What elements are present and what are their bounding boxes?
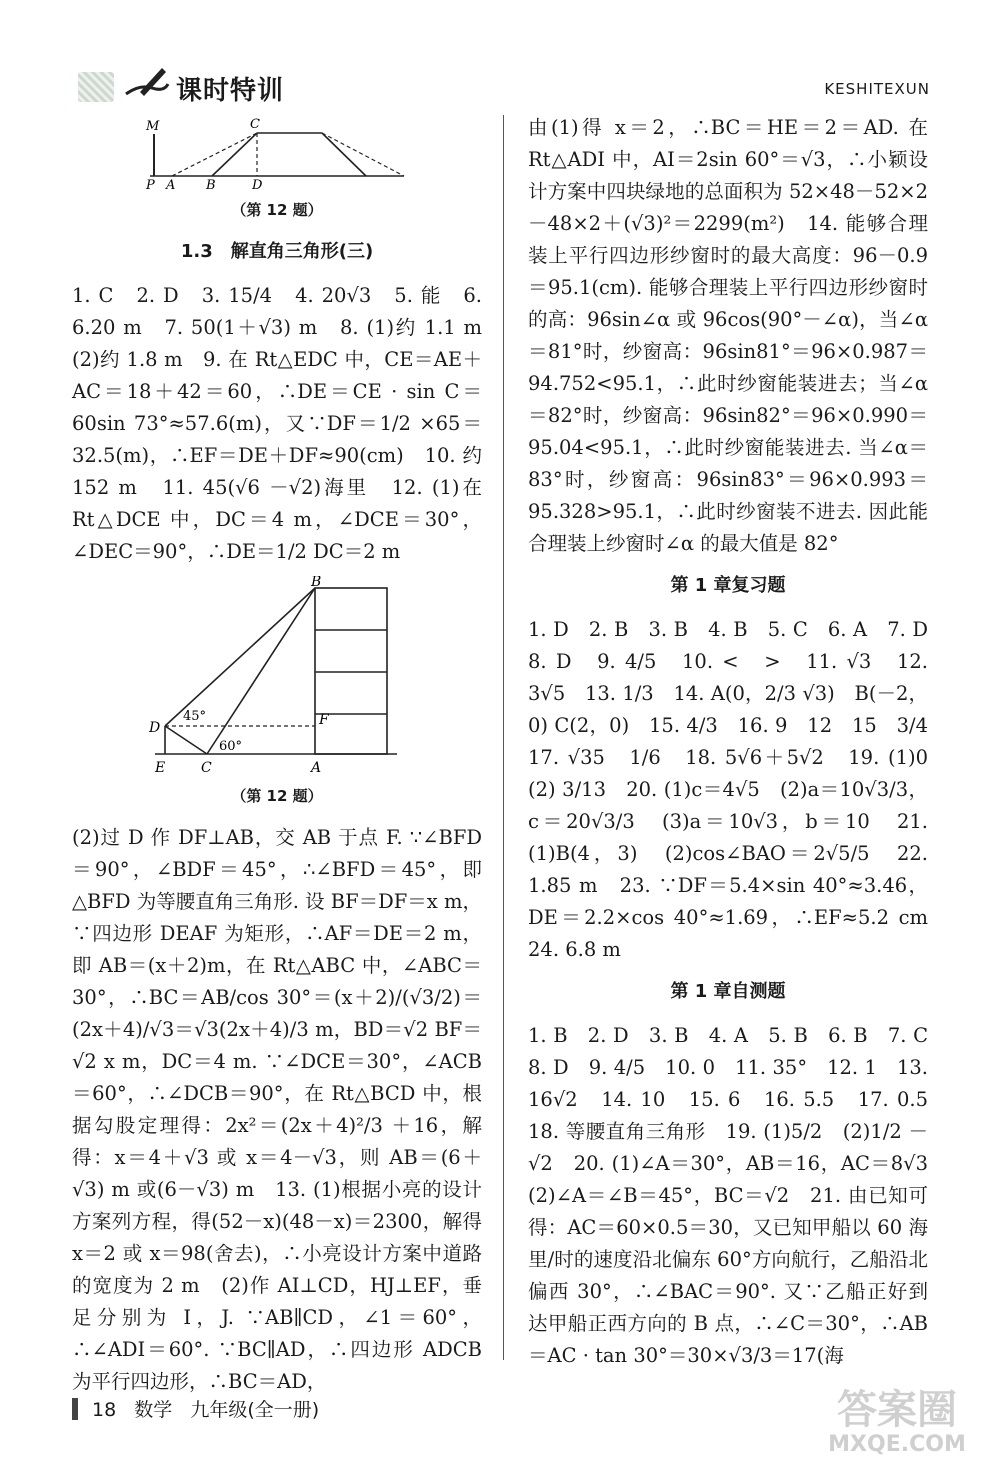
answers-paragraph: 1. B 2. D 3. B 4. A 5. B 6. B 7. C 8. D 9. 4/5 10. 0 11. 35° 12. 1 13. 16√2 14. 10 15. 6 16. 5.5 17. 0.5 18. 等腰直角三角形 19. (1)5/2 (2)1/2 －√2 20. (1)∠A＝30°，AB＝16，AC＝8√3 (2)∠A＝∠B＝45°，BC＝√2 21. 由已知可得：AC＝60×0.5＝30，又已知甲船以 60 海里/时的速度沿北偏东 60°方向航行，乙船沿北偏西 30°，∴∠BAC＝90°. 又∵乙船正好到达甲船正西方向的 B 点，∴∠C＝30°，∴AB＝AC · tan 30°＝30×√3/3＝17(海 xyxy=(528,1024,948,1367)
fig2-angle-60: 60° xyxy=(219,739,243,754)
fig2-label-a: A xyxy=(311,760,322,776)
watermark xyxy=(822,1388,972,1463)
fig2-label-b: B xyxy=(311,576,322,590)
page-footer xyxy=(72,1395,331,1425)
figure-12a xyxy=(142,112,412,190)
answers-paragraph: (2)过 D 作 DF⊥AB，交 AB 于点 F. ∵∠BFD＝90°，∠BDF＝45°，∴∠BFD＝45°，即△BFD 为等腰直角三角形. 设 BF＝DF＝x m，∵四边形 DEAF 为矩形，∴AF＝DE＝2 m，即 AB＝(x＋2)m，在 Rt△ABC 中，∠ABC＝30°，∴BC＝AB/cos 30°＝(x＋2)/(√3/2)＝(2x＋4)/√3＝√3(2x＋4)/3 m，BD＝√2 BF＝√2 x m，DC＝4 m. ∵∠DCE＝30°，∠ACB＝60°，∴∠DCB＝90°，在 Rt△BCD 中，根据勾股定理得：2x²＝(2x＋4)²/3 ＋16，解得：x＝4＋√3 或 x＝4－√3，则 AB＝(6＋√3) m 或(6－√3) m 13. (1)根据小亮的设计方案列方程，得(52－x)(48－x)＝2300，解得 x＝2 或 x＝98(舍去)，∴小亮设计方案中道路的宽度为 2 m (2)作 AI⊥CD，HJ⊥EF，垂足分别为 I，J. ∵AB∥CD，∠1＝60°，∴∠ADI＝60°. ∵BC∥AD，∴四边形 ADCB 为平行四边形，∴BC＝AD， xyxy=(72,826,482,1393)
watermark-title: 答案圈 xyxy=(837,1387,957,1433)
logo-graphic xyxy=(78,72,114,102)
series-name: KESHITEXUN xyxy=(824,80,930,98)
section-title: 第 1 章自测题 xyxy=(670,981,786,1002)
fig1-label-p: P xyxy=(146,178,155,190)
left-column xyxy=(72,112,482,1398)
answers-paragraph: 1. D 2. B 3. B 4. B 5. C 6. A 7. D 8. D 9. 4/5 10. < > 11. √3 12. 3√5 13. 1/3 14. A(0，2/3 √3) B(－2，0) C(2，0) 15. 4/3 16. 9 12 15 3/4 17. √35 1/6 18. 5√6＋5√2 19. (1)0 (2) 3/13 20. (1)c＝4√5 (2)a＝10√3/3，c＝20√3/3 (3)a＝10√3，b＝10 21. (1)B(4，3) (2)cos∠BAO＝2√5/5 22. 1.85 m 23. ∵DF＝5.4×sin 40°≈3.46，DE＝2.2×cos 40°≈1.69，∴EF≈5.2 cm 24. 6.8 m xyxy=(528,618,948,961)
watermark-url: MXQE.COM xyxy=(828,1432,966,1457)
page-number: 18 xyxy=(92,1399,117,1421)
fig1-label-d: D xyxy=(252,178,263,190)
fig2-label-d: D xyxy=(149,720,161,736)
figure-12b xyxy=(147,576,407,776)
page-header xyxy=(0,0,1000,115)
fig2-angle-45: 45° xyxy=(183,709,207,724)
fig1-label-c: C xyxy=(250,117,260,132)
footer-marker xyxy=(72,1398,78,1420)
answers-paragraph: 由(1)得 x＝2，∴BC＝HE＝2＝AD. 在 Rt△ADI 中，AI＝2sin 60°＝√3，∴小颖设计方案中四块绿地的总面积为 52×48－52×2－48×2＋(√3)²＝2299(m²) 14. 能够合理装上平行四边形纱窗时的最大高度：96－0.9＝95.1(cm). 能够合理装上平行四边形纱窗时的高：96sin∠α 或 96cos(90°－∠α)，当∠α＝81°时，纱窗高：96sin81°＝96×0.987＝94.752<95.1，∴此时纱窗能装进去；当∠α＝82°时，纱窗高：96sin82°＝96×0.990＝95.04<95.1，∴此时纱窗能装进去. 当∠α＝83°时，纱窗高：96sin83°＝96×0.993＝95.328>95.1，∴此时纱窗装不进去. 因此能合理装上纱窗时∠α 的最大值是 82° xyxy=(528,116,928,555)
figure-caption: （第 12 题） xyxy=(231,787,323,805)
answers-paragraph: 1. C 2. D 3. 15/4 4. 20√3 5. 能 6. 6.20 m 7. 50(1＋√3) m 8. (1)约 1.1 m (2)约 1.8 m 9. 在 Rt△EDC 中，CE＝AE＋AC＝18＋42＝60，∴DE＝CE · sin C＝60sin 73°≈57.6(m)，又∵DF＝1/2 ×65＝32.5(m)，∴EF＝DE＋DF≈90(cm) 10. 约 152 m 11. 45(√6 －√2)海里 12. (1)在 Rt△DCE 中，DC＝4 m，∠DCE＝30°，∠DEC＝90°，∴DE＝1/2 DC＝2 m xyxy=(72,284,482,563)
fig2-label-f: F xyxy=(319,712,329,728)
fig1-label-a: A xyxy=(166,178,176,190)
section-title: 第 1 章复习题 xyxy=(670,575,786,596)
pen-icon xyxy=(122,64,172,104)
right-column xyxy=(528,112,948,1372)
subject-label: 数学 xyxy=(134,1399,173,1421)
fig2-label-e: E xyxy=(155,760,166,776)
fig2-label-c: C xyxy=(201,760,212,776)
figure-caption: （第 12 题） xyxy=(231,201,323,219)
section-title: 1.3 解直角三角形(三) xyxy=(180,241,374,262)
column-divider xyxy=(503,115,504,1360)
fig1-label-m: M xyxy=(146,119,160,134)
logo-text: 课时特训 xyxy=(176,76,285,106)
grade-label: 九年级(全一册) xyxy=(190,1399,320,1421)
fig1-label-b: B xyxy=(206,178,216,190)
